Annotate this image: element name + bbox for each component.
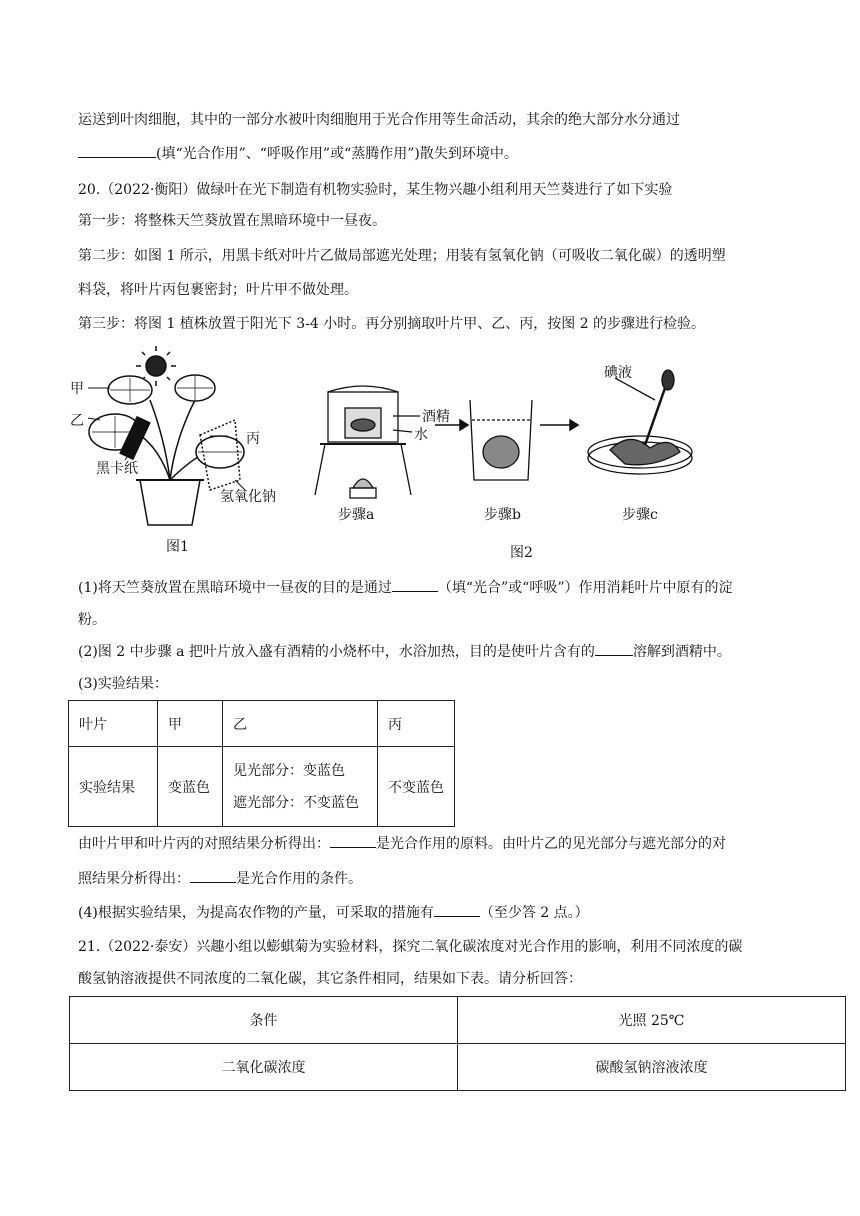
question-text: (4)根据实验结果，为提高农作物的产量，可采取的措施有 <box>78 905 434 921</box>
table-cell: 不变蓝色 <box>378 747 455 827</box>
table-cell: 光照 25℃ <box>458 997 846 1044</box>
experiment-figures <box>70 340 710 570</box>
table-row <box>69 701 455 747</box>
figure2-caption: 图2 <box>510 545 533 561</box>
answer-blank[interactable] <box>392 577 438 592</box>
label-black-card: 黑卡纸 <box>96 461 138 477</box>
label-bing: 丙 <box>246 431 260 447</box>
question-text: 溶解到酒精中。 <box>632 644 731 660</box>
label-naoh: 氢氧化钠 <box>220 489 276 505</box>
analysis-text: 由叶片甲和叶片丙的对照结果分析得出： <box>78 836 330 852</box>
table-row <box>70 997 846 1044</box>
conditions-table <box>69 996 846 1091</box>
question-text: （至少答 2 点。） <box>479 905 589 921</box>
results-table <box>68 700 455 827</box>
answer-blank[interactable] <box>190 868 236 883</box>
table-cell: 丙 <box>378 701 455 747</box>
table-cell: 条件 <box>70 997 458 1044</box>
question-3: (3)实验结果： <box>78 676 168 692</box>
question-4 <box>78 902 589 923</box>
answer-blank[interactable] <box>330 833 376 848</box>
question-1-cont: 粉。 <box>78 612 106 628</box>
table-row <box>70 1044 846 1091</box>
label-alcohol: 酒精 <box>422 409 450 425</box>
answer-blank[interactable] <box>78 143 156 158</box>
question-text: (1)将天竺葵放置在黑暗环境中一昼夜的目的是通过 <box>78 580 392 596</box>
label-iodine: 碘液 <box>604 365 632 381</box>
analysis-text: 照结果分析得出： <box>78 871 190 887</box>
cell-line: 遮光部分：不变蓝色 <box>233 794 359 811</box>
question-text: (2)图 2 中步骤 a 把叶片放入盛有酒精的小烧杯中，水浴加热，目的是使叶片含有的 <box>78 644 595 660</box>
paragraph-text: (填“光合作用”、“呼吸作用”或“蒸腾作用”)散失到环境中。 <box>156 146 518 162</box>
question-20-title: 20.（2022·衡阳）做绿叶在光下制造有机物实验时，某生物兴趣小组利用天竺葵进行了如下实验 <box>78 182 673 198</box>
step-1: 第一步：将整株天竺葵放置在黑暗环境中一昼夜。 <box>78 213 386 229</box>
step-a-label: 步骤a <box>338 507 375 523</box>
table-cell: 实验结果 <box>69 747 158 827</box>
label-water: 水 <box>414 427 428 443</box>
analysis-text: 是光合作用的原料。由叶片乙的见光部分与遮光部分的对 <box>376 836 726 852</box>
question-21-cont: 酸氢钠溶液提供不同浓度的二氧化碳，其它条件相同，结果如下表。请分析回答： <box>78 971 582 987</box>
table-row <box>69 747 455 827</box>
water-bath-apparatus <box>315 386 420 498</box>
table-cell: 叶片 <box>69 701 158 747</box>
step-c-label: 步骤c <box>622 507 658 523</box>
table-cell: 碳酸氢钠溶液浓度 <box>458 1044 846 1091</box>
label-jia: 甲 <box>70 381 84 397</box>
figure1-caption: 图1 <box>166 539 189 555</box>
question-1 <box>78 577 732 598</box>
step-2: 第二步：如图 1 所示，用黑卡纸对叶片乙做局部遮光处理；用装有氢氧化钠（可吸收二氧化碳）的透明塑 <box>78 248 726 264</box>
paragraph-line: 运送到叶肉细胞，其中的一部分水被叶肉细胞用于光合作用等生命活动，其余的绝大部分水分通过 <box>78 112 680 128</box>
question-text: （填“光合”或“呼吸”）作用消耗叶片中原有的淀 <box>437 580 733 596</box>
table-cell: 甲 <box>158 701 223 747</box>
answer-blank[interactable] <box>434 902 480 917</box>
table-cell: 乙 <box>223 701 378 747</box>
beaker <box>470 400 532 480</box>
label-yi: 乙 <box>70 413 84 429</box>
cell-line: 见光部分：变蓝色 <box>233 762 345 779</box>
step-2-cont: 料袋，将叶片丙包裹密封；叶片甲不做处理。 <box>78 282 358 298</box>
table-cell: 二氧化碳浓度 <box>70 1044 458 1091</box>
step-b-label: 步骤b <box>484 507 521 523</box>
question-2 <box>78 641 731 662</box>
analysis-text: 是光合作用的条件。 <box>236 871 362 887</box>
step-3: 第三步：将图 1 植株放置于阳光下 3-4 小时。再分别摘取叶片甲、乙、丙，按图 2 的步骤进行检验。 <box>78 316 706 332</box>
question-21-title: 21.（2022·泰安）兴趣小组以蟛蜞菊为实验材料，探究二氧化碳浓度对光合作用的影响，利用不同浓度的碳 <box>78 939 743 955</box>
paragraph-line <box>78 143 518 164</box>
answer-blank[interactable] <box>595 641 633 656</box>
petri-dish-dropper <box>588 370 692 474</box>
table-cell: 变蓝色 <box>158 747 223 827</box>
analysis-line <box>78 868 362 889</box>
table-cell <box>223 747 378 827</box>
analysis-line <box>78 833 726 854</box>
